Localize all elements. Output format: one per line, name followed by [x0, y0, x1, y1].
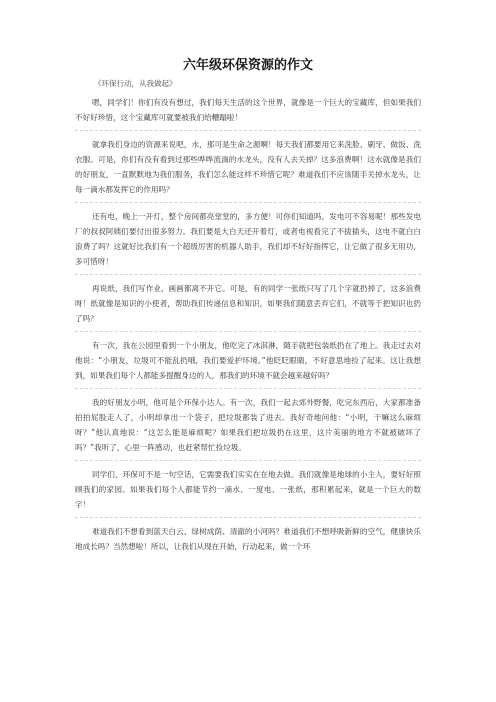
- paragraph: 我的好朋友小明，他可是个环保小达人。有一次，我们一起去郊外野餐，吃完东西后，大家都准备拍拍屁股走人了，小明却拿出一个袋子，把垃圾都装了进去。我好奇地问他：“小明，干嘛这么麻烦呀？”他认真地说：“这怎么能是麻烦呢？如果我们把垃圾扔在这里，这片美丽的地方不就被破坏了吗？”我听了，心里一阵感动，也赶紧帮忙捡垃圾。: [75, 398, 421, 452]
- paragraph: 嗯，同学们！你们有没有想过，我们每天生活的这个世界，就像是一个巨大的宝藏库，但如果我们不好好珍惜，这个宝藏库可就要被我们给糟蹋啦！: [75, 98, 421, 122]
- paragraph: 同学们，环保可不是一句空话，它需要我们实实在在地去做。我们就像是地球的小主人，要好好照顾我们的家园。如果我们每个人都能节约一滴水、一度电、一张纸，那积累起来，就是一个巨大的数字！: [75, 470, 421, 509]
- document-title: 六年级环保资源的作文: [182, 58, 313, 73]
- paragraph: 就拿我们身边的资源来说吧，水，那可是生命之源啊！每天我们都要用它来洗脸、刷牙、做饭、洗衣服。可是，你们有没有看到过那些哗哗流淌的水龙头，没有人去关掉？这多浪费啊！这水就像是我们的好朋友，一直默默地为我们服务，我们怎么能这样不珍惜它呢？难道我们不应该随手关掉水龙头，让每一滴水都发挥它的作用吗？: [75, 140, 421, 194]
- paragraph-divider: [75, 517, 421, 518]
- paragraph-divider: [75, 130, 421, 131]
- paragraph: 有一次，我在公园里看到一个小朋友，他吃完了冰淇淋，随手就把包装纸扔在了地上。我走过去对他说：“小朋友，垃圾可不能乱扔哦，我们要爱护环境。”他眨眨眼睛，不好意思地捡了起来。这让我想到，如果我们每个人都能多提醒身边的人，那我们的环境不就会越来越好吗？: [75, 341, 421, 380]
- paragraph-divider: [75, 460, 421, 461]
- paragraph: 难道我们不想看到蓝天白云、绿树成荫、清澈的小河吗？难道我们不想呼吸新鲜的空气，健康快乐地成长吗？当然想啦！所以，让我们从现在开始，行动起来，做一个环: [75, 527, 421, 551]
- paragraph-divider: [75, 331, 421, 332]
- paragraph-divider: [75, 388, 421, 389]
- paragraph-divider: [75, 202, 421, 203]
- paragraph-divider: [75, 274, 421, 275]
- paragraph: 还有电，晚上一开灯，整个房间都亮堂堂的，多方便！可你们知道吗，发电可不容易呢！那些发电厂的叔叔阿姨们要付出很多努力。我们要是大白天还开着灯，或者电视看完了不拔插头，这电不就白白浪费了吗？这就好比我们有一个超级厉害的机器人助手，我们却不好好指挥它，让它做了很多无用功，多可惜呀！: [75, 212, 421, 266]
- paragraph: 再说纸，我们写作业、画画都离不开它。可是，有的同学一张纸只写了几个字就扔掉了，这多浪费呀！纸就像是知识的小使者，帮助我们传递信息和知识，如果我们随意丢弃它们，不就等于把知识也扔了吗？: [75, 284, 421, 323]
- document-subtitle: 《环保行动，从我做起》: [94, 79, 177, 88]
